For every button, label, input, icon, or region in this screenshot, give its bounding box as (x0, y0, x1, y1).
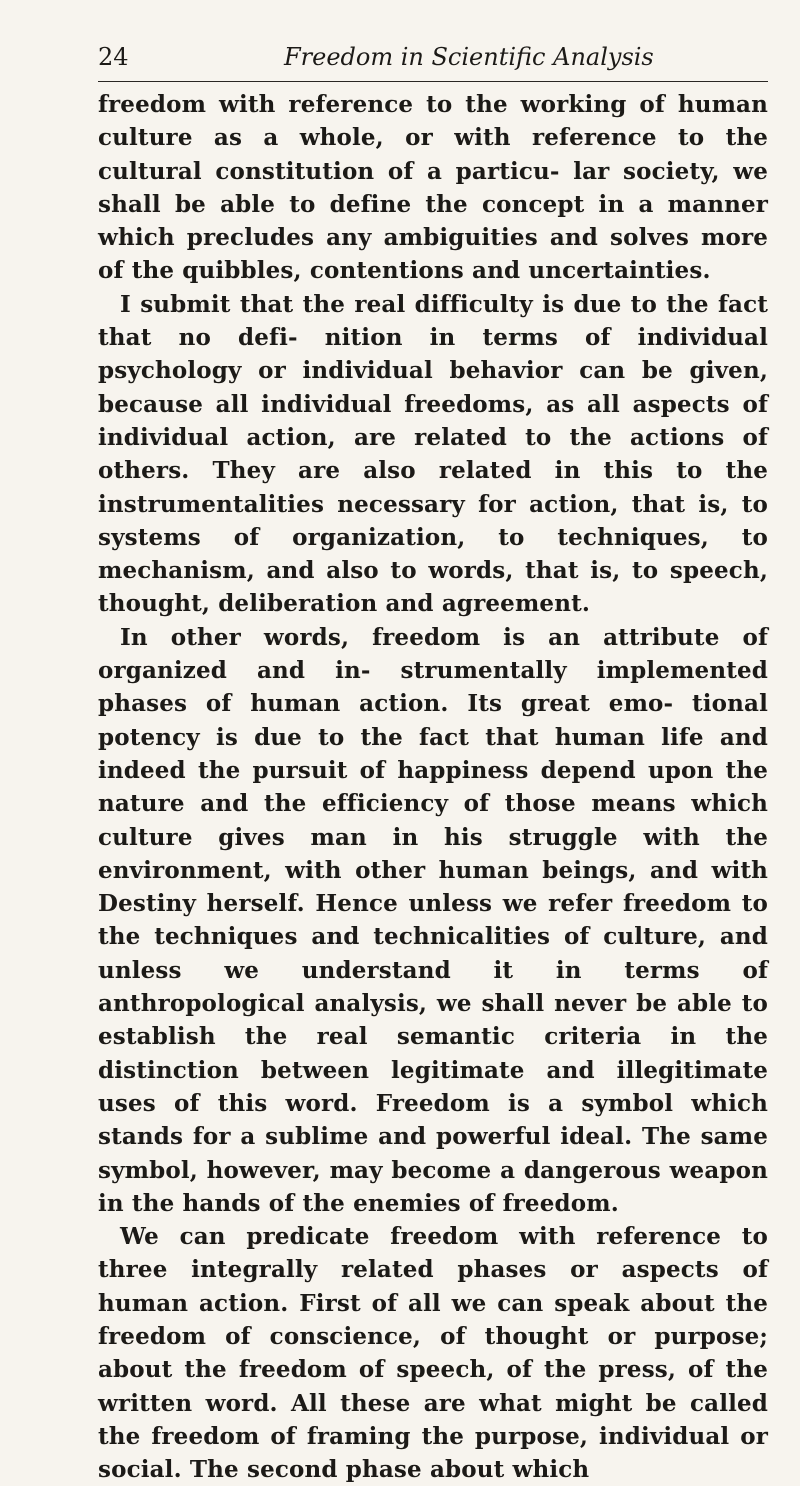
running-head (98, 38, 768, 78)
header-rule (98, 81, 768, 82)
paragraph-4: We can predicate freedom with reference to three integrally related phases or aspects of human action. First of all we can speak about the freedom of conscience, of thought or purpose; about the freedom of speech, of the press, of the written word. All these are what might be called the freedom of framing the purpose, individual or social. The second phase about which (98, 1223, 768, 1484)
paragraph-1: freedom with reference to the working of human culture as a whole, or with reference to the cultural constitution of a particu- lar society, we shall be able to define the concept in a manner which precludes any ambiguities and solves more of the quibbles, contentions and uncertainties. (98, 91, 768, 285)
body-text (98, 88, 768, 1486)
page-number: 24 (98, 43, 129, 71)
running-title: Freedom in Scientific Analysis (284, 43, 654, 71)
paragraph-3: In other words, freedom is an attribute of organized and in- strumentally implemented phases of human action. Its great emo- tional potency is due to the fact that human life and indeed the pursuit of happiness depend upon the nature and the efficiency of those means which culture gives man in his struggle with the environment, with other human beings, and with Destiny herself. Hence unless we refer freedom to the techniques and technicalities of culture, and unless we understand it in terms of anthropological analysis, we shall never be able to establish the real semantic criteria in the distinction between legitimate and illegitimate uses of this word. Freedom is a symbol which stands for a sublime and powerful ideal. The same symbol, however, may become a dangerous weapon in the hands of the enemies of freedom. (98, 623, 768, 1217)
paragraph-2: I submit that the real difficulty is due to the fact that no defi- nition in terms of individual psychology or individual behavior can be given, because all individual freedoms, as all aspects of individual action, are related to the actions of others. They are also related in this to the instrumentalities necessary for action, that is, to systems of organization, to techniques, to mechanism, and also to words, that is, to speech, thought, deliberation and agreement. (98, 290, 768, 618)
